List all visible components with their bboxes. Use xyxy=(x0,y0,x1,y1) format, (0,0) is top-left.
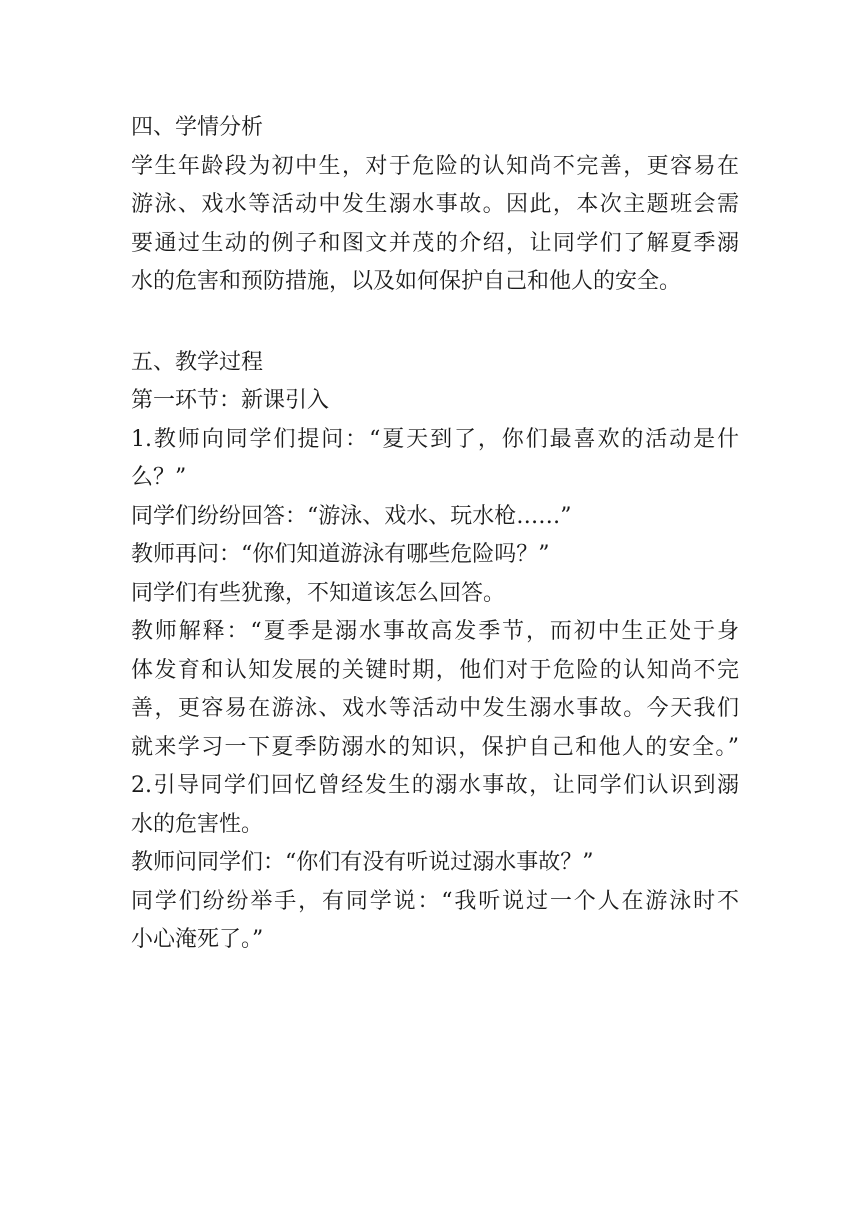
section-heading-teaching-process: 五、教学过程 xyxy=(131,349,264,375)
paragraph-line: 教师解释：“夏季是溺水事故高发季节，而初中生正处于身 xyxy=(131,619,739,644)
paragraph-line: 善，更容易在游泳、戏水等活动中发生溺水事故。今天我们 xyxy=(131,696,739,721)
section-spacer xyxy=(131,302,739,344)
paragraph-line: 体发育和认知发展的关键时期，他们对于危险的认知尚不完 xyxy=(131,657,739,683)
document-body xyxy=(131,109,739,960)
paragraph-line: 同学们纷纷回答：“游泳、戏水、玩水枪……” xyxy=(131,503,572,529)
paragraph-line: 要通过生动的例子和图文并茂的介绍，让同学们了解夏季溺 xyxy=(131,230,739,256)
paragraph-line: 游泳、戏水等活动中发生溺水事故。因此，本次主题班会需 xyxy=(131,192,739,217)
paragraph-line: 教师问同学们：“你们有没有听说过溺水事故？” xyxy=(131,850,594,875)
section-heading-student-analysis: 四、学情分析 xyxy=(131,115,264,140)
paragraph-line: 小心淹死了。” xyxy=(131,927,264,952)
paragraph-line: 学生年龄段为初中生，对于危险的认知尚不完善，更容易在 xyxy=(131,153,739,179)
subsection-heading: 第一环节：新课引入 xyxy=(131,388,330,413)
paragraph-line: 同学们有些犹豫，不知道该怎么回答。 xyxy=(131,580,506,606)
paragraph-line: 1.教师向同学们提问：“夏天到了，你们最喜欢的活动是什 xyxy=(131,426,739,452)
paragraph-line: 2.引导同学们回忆曾经发生的溺水事故，让同学们认识到溺 xyxy=(131,773,739,798)
paragraph-line: 水的危害和预防措施，以及如何保护自己和他人的安全。 xyxy=(131,269,682,294)
paragraph-line: 就来学习一下夏季防溺水的知识，保护自己和他人的安全。” xyxy=(131,734,739,760)
paragraph-line: 么？” xyxy=(131,465,187,490)
paragraph-line: 水的危害性。 xyxy=(131,811,264,837)
paragraph-line: 同学们纷纷举手，有同学说：“我听说过一个人在游泳时不 xyxy=(131,888,739,914)
paragraph-line: 教师再问：“你们知道游泳有哪些危险吗？” xyxy=(131,542,550,567)
